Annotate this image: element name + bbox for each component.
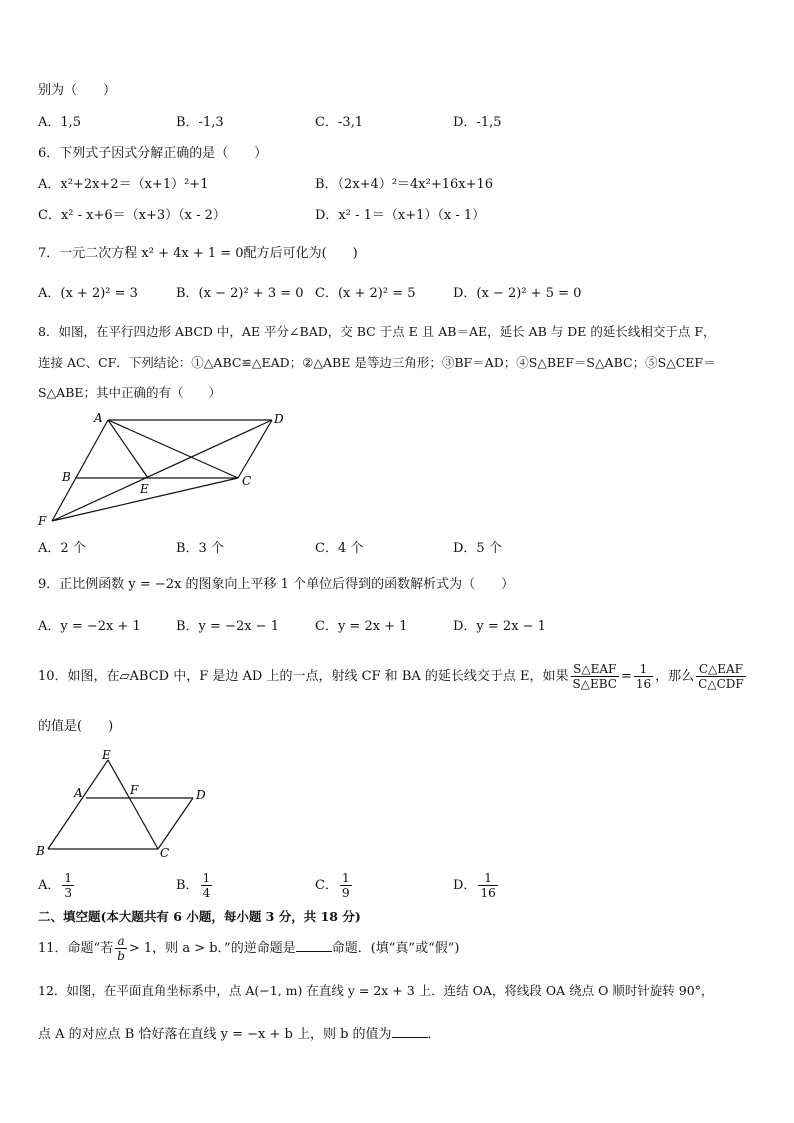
q11-answer-blank[interactable] [296,939,332,952]
q10-option-c-label: C． [315,878,338,893]
q8-label-c: C [242,474,252,488]
q10-option-c-den: 9 [341,886,350,900]
q11-fraction-den: b [117,949,125,963]
q10-option-d-label: D． [453,878,477,893]
q10-option-c [315,870,354,902]
q10-segment-be [48,760,108,849]
q5-option-c: C．-3,1 [315,115,364,130]
q11-stem [38,934,459,964]
q10-option-a-den: 3 [64,886,73,900]
q11-stem-tail: 命题．(填“真”或“假”) [331,941,460,956]
q6-option-d: D．x² - 1＝（x+1）（x - 1） [315,208,486,223]
q10-option-d-den: 16 [480,886,496,900]
q6-stem: 6．下列式子因式分解正确的是（ ） [38,146,268,161]
q8-label-b: B [62,470,71,484]
q9-option-d: D．y = 2x − 1 [453,619,546,634]
q6-option-b: B．（2x+4）²＝4x²+16x+16 [315,177,494,192]
q9-option-c: C．y = 2x + 1 [315,619,408,634]
q10-equals: = [620,669,632,684]
q10-option-a [38,870,76,902]
q10-option-b [176,870,214,902]
q12-stem-line2-end: ． [427,1027,441,1042]
q10-option-b-den: 4 [202,886,211,900]
q5-option-b: B．-1,3 [176,115,224,130]
q5-stem-tail: 别为（ ） [38,83,117,98]
q6-option-c: C．x² - x+6＝（x+3）（x - 2） [38,208,226,223]
q6-option-a: A．x²+2x+2＝（x+1）²+1 [38,177,209,192]
section-fill-in-heading: 二、填空题(本大题共有 6 小题，每小题 3 分，共 18 分) [38,909,361,924]
q10-ratio-value [634,662,653,691]
q8-label-d: D [274,412,284,426]
q8-option-a: A．2 个 [38,541,86,556]
q8-option-b: B．3 个 [176,541,224,556]
q10-stem-then: ，那么 [655,669,695,684]
q7-option-b: B．(x − 2)² + 3 = 0 [176,286,304,301]
q10-option-b-label: B． [176,878,199,893]
q7-option-d: D．(x − 2)² + 5 = 0 [453,286,582,301]
q8-stem-line1: 8．如图，在平行四边形 ABCD 中，AE 平分∠BAD，交 BC 于点 E 且 AB＝AE，延长 AB 与 DE 的延长线相交于点 F， [38,324,716,339]
q7-option-c: C．(x + 2)² = 5 [315,286,416,301]
q10-area-ratio [571,662,619,691]
q8-stem-line3: S△ABE；其中正确的有（ ） [38,385,222,400]
q12-stem-line2 [38,1025,441,1044]
q10-stem-line1 [38,662,748,692]
q8-label-f: F [38,514,47,528]
q10-label-a: A [74,786,83,800]
q10-option-b-num: 1 [202,871,211,885]
q9-option-b: B．y = −2x − 1 [176,619,279,634]
q12-stem-line1: 12．如图，在平面直角坐标系中，点 A(−1, m) 在直线 y = 2x + 3 上．连结 OA，将线段 OA 绕点 O 顺时针旋转 90°， [38,983,714,998]
q10-stem-text: 10．如图，在▱ABCD 中，F 是边 AD 上的一点，射线 CF 和 BA 的延长线交于点 E，如果 [38,669,569,684]
q10-option-d [453,870,500,902]
q8-option-d: D．5 个 [453,541,502,556]
q10-parallelogram-figure [30,745,220,865]
q10-label-c: C [160,846,170,860]
q10-segment-dc [158,798,193,849]
q8-stem-line2: 连接 AC、CF．下列结论：①△ABC≌△EAD；②△ABE 是等边三角形；③BF＝AD；④S△BEF＝S△ABC；⑤S△CEF＝ [38,355,716,370]
q8-option-c: C．4 个 [315,541,364,556]
q10-stem-line2: 的值是( ) [38,719,114,734]
q11-fraction-num: a [117,934,125,948]
q8-segment-df [52,420,272,521]
q7-stem: 7．一元二次方程 x² + 4x + 1 = 0配方后可化为( ) [38,246,358,261]
q8-label-e: E [140,482,149,496]
q8-label-a: A [94,411,103,425]
q5-option-a: A．1,5 [38,115,82,130]
q10-option-a-num: 1 [64,871,73,885]
q10-label-d: D [196,788,206,802]
q10-segment-ec [108,760,158,849]
q10-ratio-value-den: 16 [635,677,652,691]
q10-perimeter-ratio [696,662,746,691]
q9-stem: 9．正比例函数 y = −2x 的图象向上平移 1 个单位后得到的函数解析式为（ ） [38,577,515,592]
q12-stem-line2-text: 点 A 的对应点 B 恰好落在直线 y = −x + b 上，则 b 的值为 [38,1027,392,1042]
q10-label-b: B [36,844,45,858]
q10-area-ratio-num: S△EAF [573,662,617,676]
q5-option-d: D．-1,5 [453,115,502,130]
q10-label-e: E [102,748,111,762]
q10-perimeter-ratio-num: C△EAF [698,662,744,676]
q8-parallelogram-figure [30,405,300,535]
q11-stem-post: > 1，则 a > b．”的逆命题是 [128,941,296,956]
q10-label-f: F [130,783,139,797]
q10-option-c-num: 1 [341,871,350,885]
q11-fraction [115,934,127,963]
q12-answer-blank[interactable] [392,1025,428,1038]
q10-option-d-num: 1 [484,871,492,885]
q8-segment-af [52,420,108,521]
q11-stem-pre: 11．命题“若 [38,941,114,956]
q10-perimeter-ratio-den: C△CDF [698,677,744,691]
q8-segment-dc [238,420,272,478]
q10-option-a-label: A． [38,878,61,893]
q9-option-a: A．y = −2x + 1 [38,619,141,634]
q7-option-a: A．(x + 2)² = 3 [38,286,138,301]
q10-ratio-value-num: 1 [639,662,648,676]
q10-area-ratio-den: S△EBC [572,677,617,691]
